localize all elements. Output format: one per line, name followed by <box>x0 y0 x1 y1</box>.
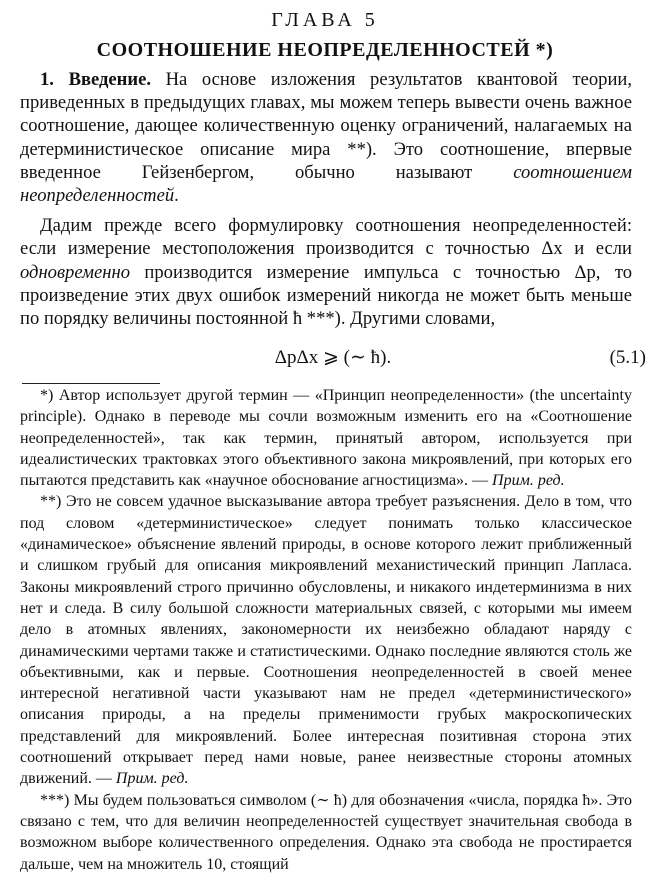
equation-number: (5.1) <box>609 347 646 368</box>
chapter-title: СООТНОШЕНИЕ НЕОПРЕДЕЛЕННОСТЕЙ *) <box>96 39 554 61</box>
footnote-3 <box>20 790 632 875</box>
paragraph-definition <box>20 214 632 330</box>
equation-row <box>20 345 646 371</box>
paragraph-1-emphasis: соотношением неопределенностей <box>20 161 632 207</box>
paragraph-2-emphasis: одновременно <box>20 261 131 283</box>
footnote-2-text: **) Это не совсем удачное высказывание автора требует разъяснения. Дело в том, что под словом «детерминистическое» следует понимать только классическое «динамическое» объяснение явлений природы, в основе которого лежит приближенный и слишком грубый для описания микроявлений механистический принцип Лапласа. Законы микроявлений строго причинно обусловлены, и никакого индетерминизма в них нет и следа. В силу большой сложности материальных связей, с которыми мы имеем дело в атомных явлениях, закономерности их неизбежно обладают наряду с динамическими чертами также и статистическими. Однако последние являются столь же объективными, как и первые. Соотношения неопределенностей в своей менее интересной негативной части указывают нам не предел «детерминистического» описания природы, а на пределы применимости грубых макроскопических представлений для микроявлений. Более интересная позитивная сторона этих соотношений открывает перед нами новые, ранее неизвестные стороны атомных движений. — <box>20 493 632 788</box>
paragraph-1-text-a: На основе изложения результатов квантовой теории, приведенных в предыдущих главах, мы можем теперь вывести очень важное соотношение, дающее количественную оценку ограничений, налагаемых на детерминистическое описание мира **). Это соотношение, впервые введенное Гейзенбергом, обычно называют <box>20 69 632 183</box>
footnote-1-text: *) Автор использует другой термин — «Принцип неопределенности» (the uncertainty principle). Однако в переводе мы сочли возможным изменить его на «Соотношение неопределенностей», так как термин, принятый автором, используется при идеалистических трактовках этого объективного закона микроявлений, при которых его пытаются представить как «научное обоснование агностицизма». — <box>20 387 632 490</box>
paragraph-introduction <box>20 68 632 207</box>
footnote-divider <box>22 383 160 384</box>
chapter-label: ГЛАВА 5 <box>271 9 379 31</box>
paragraph-1-text-b: . <box>174 185 179 207</box>
footnote-2-editor-note: Прим. ред. <box>115 770 189 788</box>
footnote-3-text: ***) Мы будем пользоваться символом (∼ ħ) для обозначения «числа, порядка ħ». Это связано с тем, что для величин неопределенностей существует значительная свобода в возможном выборе количественного определения. Однако эта свобода не простирается дальше, чем на множитель 10, стоящий <box>20 791 632 873</box>
paragraph-2-text-a: Дадим прежде всего формулировку соотношения неопределенностей: если измерение местоположения производится с точностью Δx и если <box>20 215 632 260</box>
footnote-1-editor-note: Прим. ред. <box>492 472 565 490</box>
paragraph-2-text-b: производится измерение импульса с точностью Δp, то произведение этих двух ошибок измерений никогда не может быть меньше по порядку величины постоянной ħ ***). Другими словами, <box>20 261 632 330</box>
section-heading: 1. Введение. <box>40 69 151 90</box>
footnote-1 <box>20 385 632 491</box>
main-text <box>20 68 632 330</box>
footnotes <box>20 385 632 875</box>
footnote-2 <box>20 491 632 789</box>
uncertainty-formula: ΔpΔx ⩾ (∼ ħ). <box>274 347 392 368</box>
